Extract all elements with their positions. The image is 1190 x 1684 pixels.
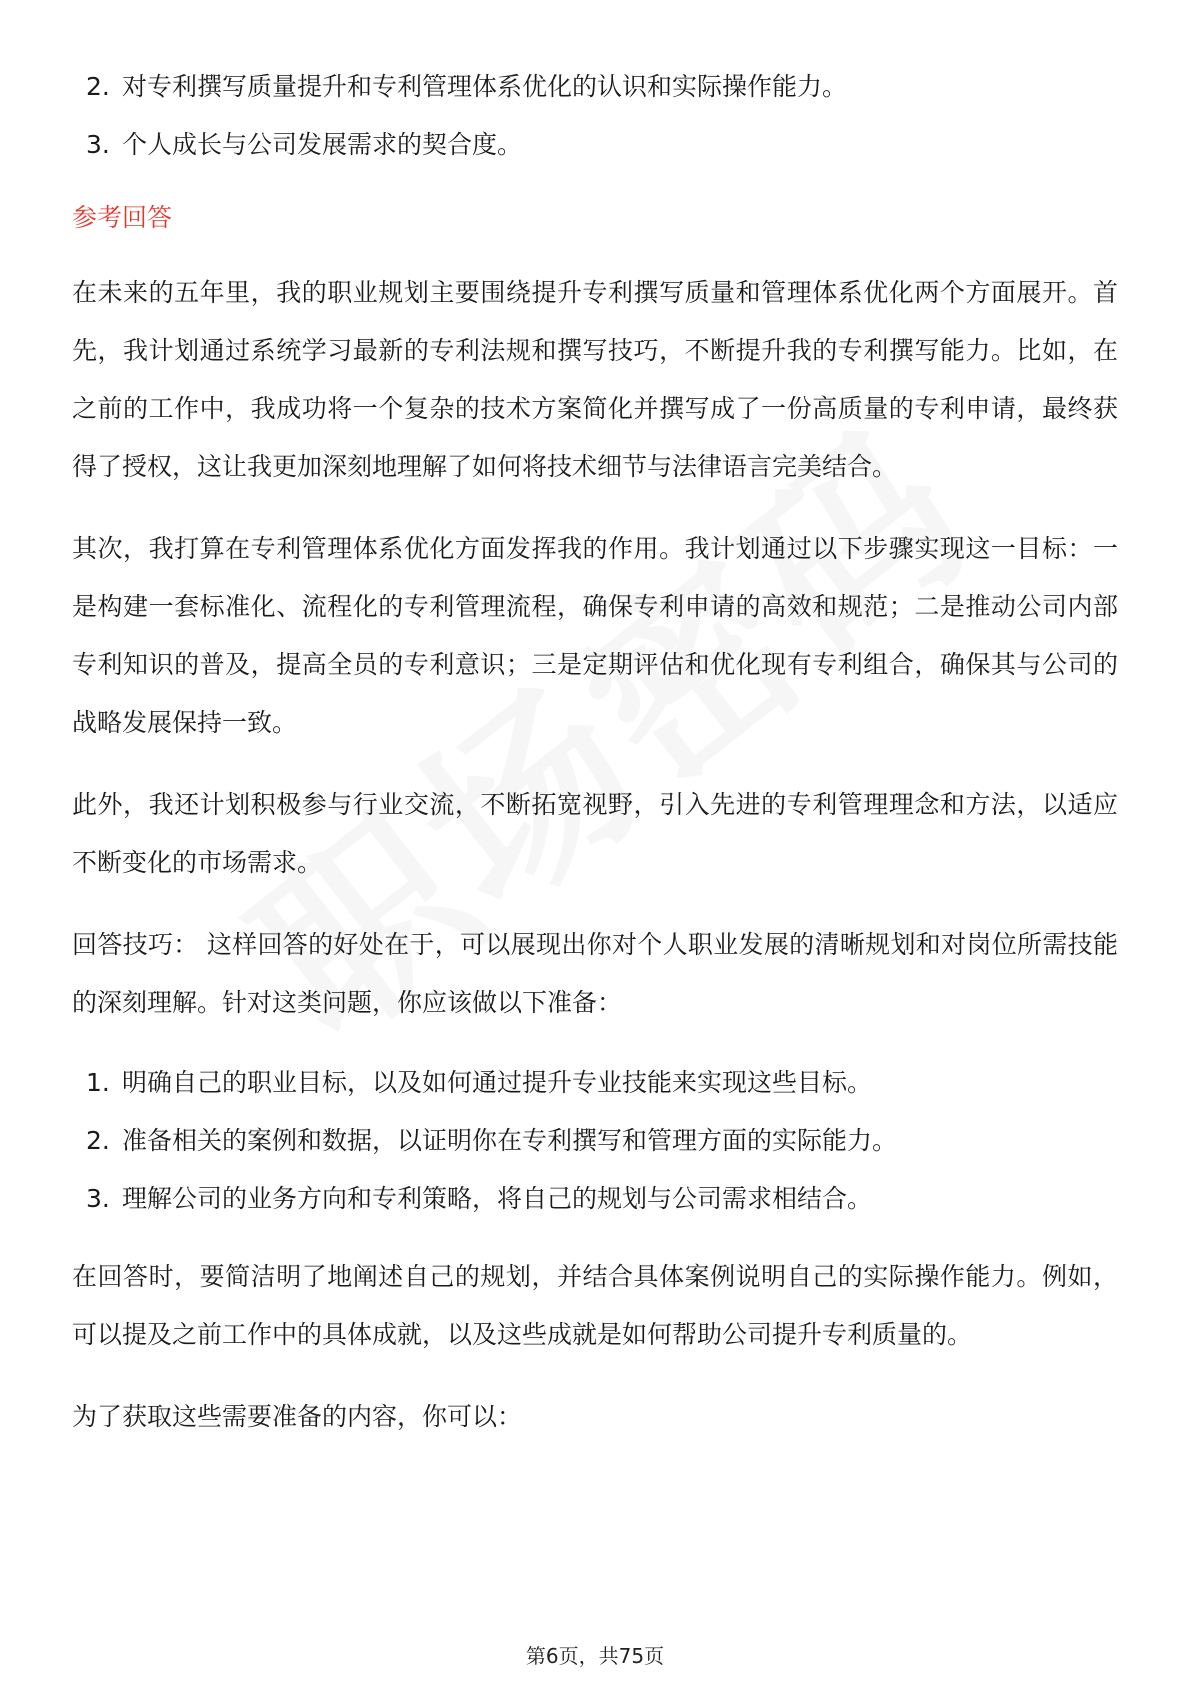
closing-paragraph: 为了获取这些需要准备的内容，你可以： — [72, 1402, 523, 1431]
document-page — [72, 58, 1118, 1470]
answer-paragraph-3: 此外，我还计划积极参与行业交流，不断拓宽视野，引入先进的专利管理理念和方法，以适应不断变化的市场需求。 — [72, 790, 1118, 877]
list-item-number: 2. — [86, 1126, 110, 1155]
list-item — [72, 1112, 1118, 1170]
list-item-text: 理解公司的业务方向和专利策略，将自己的规划与公司需求相结合。 — [122, 1184, 873, 1213]
list-item-text: 明确自己的职业目标，以及如何通过提升专业技能来实现这些目标。 — [122, 1068, 873, 1097]
list-item-number: 2. — [86, 72, 110, 101]
answer-paragraph-2: 其次，我打算在专利管理体系优化方面发挥我的作用。我计划通过以下步骤实现这一目标：一是构建一套标准化、流程化的专利管理流程，确保专利申请的高效和规范；二是推动公司内部专利知识的普及，提高全员的专利意识；三是定期评估和优化现有专利组合，确保其与公司的战略发展保持一致。 — [72, 534, 1118, 737]
list-item-text: 对专利撰写质量提升和专利管理体系优化的认识和实际操作能力。 — [122, 72, 848, 101]
list-item — [72, 58, 1118, 116]
list-item-number: 3. — [86, 130, 110, 159]
list-item — [72, 1170, 1118, 1228]
section-heading: 参考回答 — [72, 203, 173, 232]
list-item-text: 准备相关的案例和数据，以证明你在专利撰写和管理方面的实际能力。 — [122, 1126, 898, 1155]
criteria-list — [72, 58, 1118, 174]
preparation-list — [72, 1054, 1118, 1228]
page-number-footer: 第6页，共75页 — [525, 1644, 665, 1668]
list-item-number: 1. — [86, 1068, 110, 1097]
tip-paragraph: 回答技巧： 这样回答的好处在于，可以展现出你对个人职业发展的清晰规划和对岗位所需技能的深刻理解。针对这类问题，你应该做以下准备： — [72, 930, 1118, 1017]
list-item — [72, 116, 1118, 174]
answer-paragraph-1: 在未来的五年里，我的职业规划主要围绕提升专利撰写质量和管理体系优化两个方面展开。首先，我计划通过系统学习最新的专利法规和撰写技巧，不断提升我的专利撰写能力。比如，在之前的工作中，我成功将一个复杂的技术方案简化并撰写成了一份高质量的专利申请，最终获得了授权，这让我更加深刻地理解了如何将技术细节与法律语言完美结合。 — [72, 278, 1118, 481]
list-item — [72, 1054, 1118, 1112]
list-item-number: 3. — [86, 1184, 110, 1213]
list-item-text: 个人成长与公司发展需求的契合度。 — [122, 130, 523, 159]
answer-advice-paragraph: 在回答时，要简洁明了地阐述自己的规划，并结合具体案例说明自己的实际操作能力。例如，可以提及之前工作中的具体成就，以及这些成就是如何帮助公司提升专利质量的。 — [72, 1262, 1118, 1349]
